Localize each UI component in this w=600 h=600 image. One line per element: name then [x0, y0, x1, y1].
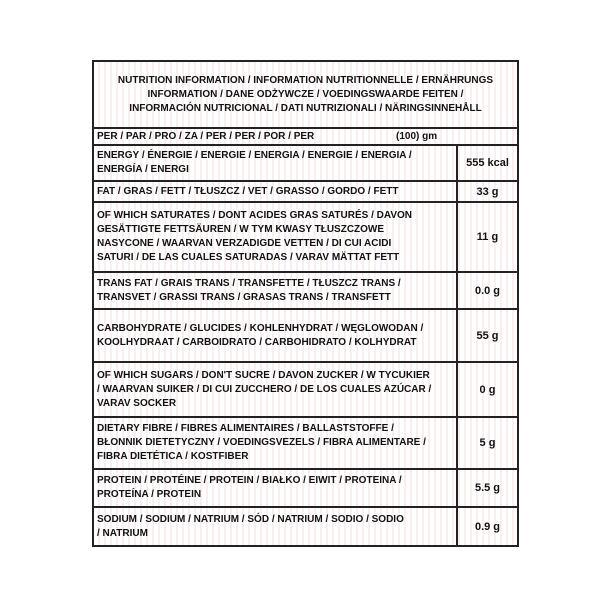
nutrient-name-line: GESÄTTIGTE FETTSÄUREN / W TYM KWASY TŁUSZCZOWE [97, 224, 385, 235]
nutrient-name-line: DIETARY FIBRE / FIBRES ALIMENTAIRES / BALLASTSTOFFE / [97, 423, 394, 434]
nutrient-value: 0 g [479, 383, 496, 396]
nutrient-name-line: FAT / GRAS / FETT / TŁUSZCZ / VET / GRASSO / GORDO / FETT [97, 185, 399, 197]
nutrient-value: 33 g [476, 185, 499, 198]
serving-amount: (100) gm [396, 131, 438, 142]
nutrient-name-line: OF WHICH SATURATES / DONT ACIDES GRAS SATURÉS / DAVON [97, 210, 413, 221]
nutrient-name-line: SATURI / DE LAS CUALES SATURADAS / VARAV MÄTTAT FETT [97, 252, 400, 263]
header-line: INFORMACIÓN NUTRICIONAL / DATI NUTRIZIONALI / NÄRINGSINNEHÅLL [129, 102, 482, 114]
nutrient-name-line: PROTEIN / PROTÉINE / PROTEIN / BIAŁKO / EIWIT / PROTEINA / [97, 475, 402, 486]
nutrition-label [92, 60, 519, 547]
nutrient-name-line: CARBOHYDRATE / GLUCIDES / KOHLENHYDRAT / WĘGLOWODAN / [97, 322, 424, 334]
nutrient-name-line: OF WHICH SUGARS / DON'T SUCRE / DAVON ZUCKER / W TYCUKIER [97, 369, 430, 381]
serving-label: PER / PAR / PRO / ZA / PER / PER / POR / PER [97, 131, 315, 142]
nutrient-row-sugars [94, 363, 517, 418]
nutrient-name-line: NASYCONE / WAARVAN VERZADIGDE VETTEN / DI CUI ACIDI [97, 238, 392, 249]
nutrient-row-trans-fat [94, 273, 517, 310]
nutrient-value: 555 kcal [466, 157, 509, 169]
nutrient-value: 0.9 g [474, 520, 501, 533]
header-line: NUTRITION INFORMATION / INFORMATION NUTRITIONNELLE / ERNÄHRUNGS [117, 74, 494, 86]
nutrient-value: 11 g [476, 231, 499, 243]
nutrient-name-line: ENERGY / ÉNERGIE / ENERGIE / ENERGIA / ENERGIE / ENERGIA / [97, 150, 412, 161]
nutrient-name-line: KOOLHYDRAAT / CARBOIDRATO / CARBOHIDRATO / KOLHYDRAT [97, 336, 417, 348]
nutrient-value: 55 g [476, 329, 499, 342]
nutrient-name-line: ENERGÍA / ENERGI [97, 164, 189, 175]
nutrient-name-line: VARAV SOCKER [97, 397, 177, 409]
nutrient-name-line: PROTEÍNA / PROTEIN [97, 489, 202, 500]
nutrient-name-line: FIBRA DIETÉTICA / KOSTFIBER [97, 451, 249, 462]
nutrient-value: 5 g [479, 437, 496, 449]
nutrient-row-carbohydrate [94, 310, 517, 363]
nutrient-name-line: TRANS FAT / GRAIS TRANS / TRANSFETTE / TŁUSZCZ TRANS / [97, 277, 401, 289]
nutrient-name-line: / WAARVAN SUIKER / DI CUI ZUCCHERO / DE LOS CUALES AZÚCAR / [97, 383, 432, 395]
nutrient-row-fat [94, 182, 517, 203]
nutrient-row-fibre [94, 418, 517, 470]
nutrient-name-line: BŁONNIK DIETETYCZNY / VOEDINGSVEZELS / FIBRA ALIMENTARE / [97, 437, 426, 448]
nutrient-name-line: SODIUM / SODIUM / NATRIUM / SÓD / NATRIUM / SODIO / SODIO [97, 513, 404, 525]
header-line: INFORMATION / DANE ODŻYWCZE / VOEDINGSWAARDE FEITEN / [147, 88, 464, 100]
nutrient-name-line: / NATRIUM [97, 527, 148, 539]
nutrient-row-protein [94, 470, 517, 508]
nutrient-value: 0.0 g [474, 284, 501, 297]
nutrient-row-saturates [94, 203, 517, 273]
nutrient-name-line: TRANSVET / GRASSI TRANS / GRASAS TRANS / TRANSFETT [97, 291, 391, 303]
nutrient-row-sodium [94, 508, 517, 545]
nutrient-value: 5.5 g [474, 482, 501, 494]
nutrient-row-energy [94, 146, 517, 182]
serving-row [94, 129, 517, 146]
label-header [94, 62, 517, 129]
